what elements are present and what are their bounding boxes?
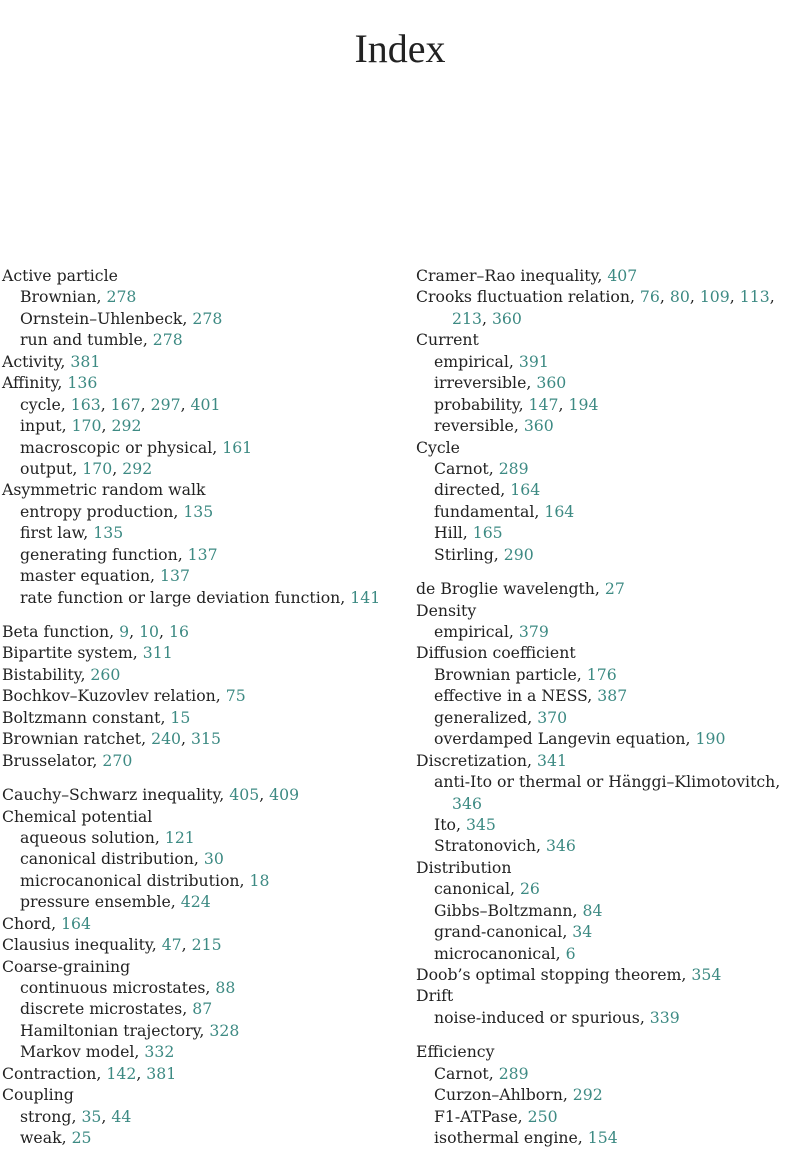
page-reference-link[interactable]: 260 — [90, 664, 121, 684]
index-entry — [2, 956, 397, 977]
page-reference-link[interactable]: 297 — [150, 394, 181, 414]
page-reference-link[interactable]: 164 — [544, 501, 575, 521]
entry-term: Bipartite system — [2, 643, 133, 663]
letter-group-gap — [416, 565, 800, 578]
entry-term: Ito — [434, 814, 456, 834]
entry-term: input — [20, 416, 62, 436]
entry-term: reversible — [434, 416, 514, 436]
index-entry: Bistability, 260 — [2, 664, 121, 684]
entry-term: microcanonical — [434, 943, 556, 963]
entry-term: Affinity — [2, 373, 58, 393]
index-subentry: macroscopic or physical, 161 — [20, 437, 253, 457]
letter-group-gap — [2, 608, 397, 621]
page-reference-link[interactable]: 15 — [170, 707, 191, 727]
index-subentry: overdamped Langevin equation, 190 — [434, 729, 726, 749]
entry-term: Efficiency — [416, 1042, 495, 1062]
page-reference-link[interactable]: 35 — [81, 1106, 102, 1126]
index-subentry: canonical, 26 — [434, 879, 540, 899]
index-subentry: isothermal engine, 154 — [434, 1128, 618, 1148]
page-reference-link[interactable]: 339 — [649, 1007, 680, 1027]
entry-term: Cramer–Rao inequality — [416, 266, 598, 285]
page-reference-link[interactable]: 44 — [111, 1106, 132, 1126]
index-subentry: cycle, 163, 167, 297, 401 — [20, 394, 221, 414]
entry-term: Distribution — [416, 857, 512, 877]
page-reference-link[interactable]: 289 — [498, 1063, 529, 1083]
page-reference-link[interactable]: 30 — [203, 849, 224, 869]
letter-group-gap — [416, 1028, 800, 1041]
index-subentry: master equation, 137 — [20, 566, 190, 586]
page-reference-link[interactable]: 10 — [139, 622, 160, 641]
page-reference-link[interactable]: 292 — [122, 458, 153, 478]
entry-term: rate function or large deviation function — [20, 587, 341, 607]
page-reference-link[interactable]: 381 — [146, 1063, 177, 1083]
entry-term: Bochkov–Kuzovlev relation — [2, 686, 216, 706]
entry-term: Brownian ratchet — [2, 729, 142, 749]
index-entry: Chord, 164 — [2, 913, 92, 933]
index-subentry: aqueous solution, 121 — [20, 827, 195, 847]
page-reference-link[interactable]: 290 — [503, 544, 534, 564]
page-reference-link[interactable]: 76 — [639, 287, 660, 307]
index-subentry: F1-ATPase, 250 — [434, 1106, 558, 1126]
entry-term: Beta function — [2, 622, 110, 641]
page-reference-link[interactable]: 379 — [518, 622, 549, 641]
index-subentry: Curzon–Ahlborn, 292 — [434, 1085, 603, 1105]
index-subentry: anti-Ito or thermal or Hänggi–Klimotovitch, — [434, 772, 781, 792]
page-reference-link[interactable]: 170 — [71, 416, 102, 436]
index-entry — [416, 1041, 800, 1062]
entry-term: Discretization — [416, 750, 528, 770]
index-continuation: 213, 360 — [452, 308, 522, 328]
entry-term: Contraction — [2, 1063, 97, 1083]
page-reference-link[interactable]: 164 — [510, 480, 541, 500]
entry-term: noise-induced or spurious — [434, 1007, 640, 1027]
page-reference-link[interactable]: 135 — [183, 501, 214, 521]
entry-term: canonical distribution — [20, 849, 194, 869]
index-entry: Brownian ratchet, 240, 315 — [2, 729, 221, 749]
index-subentry: Markov model, 332 — [20, 1042, 175, 1062]
index-entry — [2, 1084, 397, 1105]
index-entry — [2, 265, 397, 286]
entry-term: Brusselator — [2, 750, 93, 770]
index-entry: Beta function, 9, 10, 16 — [2, 622, 189, 641]
entry-term: empirical — [434, 351, 509, 371]
entry-term: Brownian — [20, 287, 97, 307]
entry-term: Cauchy–Schwarz inequality — [2, 785, 220, 805]
index-entry — [416, 857, 800, 878]
index-subentry: empirical, 379 — [434, 622, 549, 641]
page-reference-link[interactable]: 278 — [152, 330, 183, 350]
entry-term: Activity — [2, 351, 61, 371]
page-reference-link[interactable]: 142 — [106, 1063, 137, 1083]
index-entry: Affinity, 136 — [2, 373, 98, 393]
page-reference-link[interactable]: 315 — [191, 729, 221, 749]
page-reference-link[interactable]: 409 — [269, 785, 300, 805]
entry-term: Ornstein–Uhlenbeck — [20, 308, 183, 328]
index-entry: Bipartite system, 311 — [2, 643, 173, 663]
index-subentry: Stratonovich, 346 — [434, 836, 576, 856]
page-reference-link[interactable]: 289 — [498, 458, 529, 478]
page-reference-link[interactable]: 147 — [528, 394, 559, 414]
index-subentry: output, 170, 292 — [20, 458, 153, 478]
entry-term: first law — [20, 523, 84, 543]
index-subentry: noise-induced or spurious, 339 — [434, 1007, 680, 1027]
page-title: Index — [354, 25, 446, 71]
index-subentry: probability, 147, 194 — [434, 394, 599, 414]
entry-term: generalized — [434, 707, 528, 727]
entry-term: Doob’s optimal stopping theorem — [416, 965, 682, 984]
page-reference-link[interactable]: 401 — [190, 394, 221, 414]
page-reference-link[interactable]: 311 — [142, 643, 173, 663]
entry-term: F1-ATPase — [434, 1106, 518, 1126]
page-reference-link[interactable]: 213 — [452, 308, 482, 328]
index-subentry: fundamental, 164 — [434, 501, 575, 521]
index-entry — [416, 437, 800, 458]
page-reference-link[interactable]: 6 — [565, 943, 576, 963]
index-entry: Cramer–Rao inequality, 407 — [416, 266, 638, 285]
page-reference-link[interactable]: 154 — [587, 1128, 618, 1148]
index-subentry: Carnot, 289 — [434, 1063, 529, 1083]
index-subentry: discrete microstates, 87 — [20, 999, 213, 1019]
page-reference-link[interactable]: 360 — [523, 416, 554, 436]
page-reference-link[interactable]: 9 — [119, 622, 130, 641]
page-reference-link[interactable]: 26 — [519, 879, 540, 899]
index-entry — [416, 642, 800, 663]
page-reference-link[interactable]: 387 — [597, 686, 628, 706]
index-subentry: generating function, 137 — [20, 544, 218, 564]
entry-term: Crooks fluctuation relation — [416, 287, 630, 307]
entry-term: weak — [20, 1128, 62, 1148]
page-reference-link[interactable]: 135 — [93, 523, 124, 543]
entry-term: Curzon–Ahlborn — [434, 1085, 563, 1105]
entry-term: microcanonical distribution — [20, 870, 240, 890]
index-subentry: microcanonical distribution, 18 — [20, 870, 270, 890]
page-reference-link[interactable]: 167 — [110, 394, 141, 414]
page-reference-link[interactable]: 121 — [164, 827, 195, 847]
page-reference-link[interactable]: 137 — [160, 566, 190, 586]
entry-term: Current — [416, 330, 479, 350]
index-subentry: pressure ensemble, 424 — [20, 892, 211, 912]
entry-term: macroscopic or physical — [20, 437, 213, 457]
entry-term: Density — [416, 600, 477, 620]
entry-term: cycle — [20, 394, 61, 414]
entry-term: output — [20, 458, 73, 478]
entry-term: Hamiltonian trajectory — [20, 1020, 200, 1040]
page-reference-link[interactable]: 136 — [67, 373, 98, 393]
entry-term: master equation — [20, 566, 151, 586]
entry-term: fundamental — [434, 501, 535, 521]
index-entry: Activity, 381 — [2, 351, 101, 371]
index-subentry: run and tumble, 278 — [20, 330, 183, 350]
index-subentry: first law, 135 — [20, 523, 124, 543]
entry-term: anti-Ito or thermal or Hänggi–Klimotovitch — [434, 772, 776, 792]
index-subentry: microcanonical, 6 — [434, 943, 576, 963]
entry-term: Carnot — [434, 458, 489, 478]
entry-term: aqueous solution — [20, 827, 155, 847]
entry-term: canonical — [434, 879, 510, 899]
page-reference-link[interactable]: 84 — [582, 900, 603, 920]
entry-term: pressure ensemble — [20, 892, 171, 912]
page-reference-link[interactable]: 164 — [61, 913, 92, 933]
page-reference-link[interactable]: 25 — [71, 1128, 92, 1148]
page-reference-link[interactable]: 278 — [106, 287, 137, 307]
index-entry: Discretization, 341 — [416, 750, 567, 770]
entry-term: empirical — [434, 622, 509, 641]
entry-term: effective in a NESS — [434, 686, 588, 706]
entry-term: generating function — [20, 544, 178, 564]
entry-term: Drift — [416, 986, 454, 1006]
index-subentry: grand-canonical, 34 — [434, 922, 593, 942]
entry-term: irreversible — [434, 373, 527, 393]
page-reference-link[interactable]: 346 — [545, 836, 576, 856]
page-reference-link[interactable]: 75 — [225, 686, 246, 706]
index-entry: Clausius inequality, 47, 215 — [2, 935, 222, 955]
index-subentry: Ito, 345 — [434, 814, 496, 834]
page-reference-link[interactable]: 370 — [537, 707, 568, 727]
page-reference-link[interactable]: 405 — [229, 785, 260, 805]
index-subentry: Ornstein–Uhlenbeck, 278 — [20, 308, 223, 328]
page-reference-link[interactable]: 328 — [209, 1020, 240, 1040]
entry-term: probability — [434, 394, 519, 414]
entry-term: Brownian particle — [434, 664, 577, 684]
page-reference-link[interactable]: 109 — [699, 287, 730, 307]
page-reference-link[interactable]: 354 — [691, 965, 722, 984]
index-entry: Contraction, 142, 381 — [2, 1063, 177, 1083]
index-entry — [2, 479, 397, 500]
page-reference-link[interactable]: 215 — [191, 935, 222, 955]
page-reference-link[interactable]: 137 — [187, 544, 218, 564]
entry-term: continuous microstates — [20, 978, 206, 997]
page-reference-link[interactable]: 250 — [527, 1106, 558, 1126]
index-subentry: input, 170, 292 — [20, 416, 142, 436]
page-reference-link[interactable]: 161 — [222, 437, 253, 457]
entry-term: Active particle — [2, 266, 118, 285]
index-subentry: strong, 35, 44 — [20, 1106, 132, 1126]
index-subentry: canonical distribution, 30 — [20, 849, 224, 869]
index-subentry: reversible, 360 — [434, 416, 554, 436]
page-reference-link[interactable]: 360 — [491, 308, 522, 328]
page-reference-link[interactable]: 278 — [192, 308, 223, 328]
index-subentry: Carnot, 289 — [434, 458, 529, 478]
entry-term: Asymmetric random walk — [2, 480, 206, 500]
page-reference-link[interactable]: 381 — [70, 351, 101, 371]
page-reference-link[interactable]: 163 — [70, 394, 101, 414]
entry-term: Markov model — [20, 1042, 135, 1062]
index-entry — [416, 329, 800, 350]
index-entry: de Broglie wavelength, 27 — [416, 579, 625, 599]
index-subentry: empirical, 391 — [434, 351, 549, 371]
entry-term: Clausius inequality — [2, 935, 152, 955]
entry-term: strong — [20, 1106, 72, 1126]
page-reference-link[interactable]: 170 — [82, 458, 113, 478]
index-subentry: weak, 25 — [20, 1128, 92, 1148]
page-reference-link[interactable]: 190 — [695, 729, 726, 749]
page-reference-link[interactable]: 194 — [568, 394, 599, 414]
entry-term: Cycle — [416, 437, 460, 457]
index-entry: Boltzmann constant, 15 — [2, 707, 191, 727]
page-reference-link[interactable]: 270 — [102, 750, 133, 770]
index-subentry: rate function or large deviation function, 141 — [20, 587, 381, 607]
index-subentry: irreversible, 360 — [434, 373, 567, 393]
entry-term: Chord — [2, 913, 52, 933]
index-subentry: Hamiltonian trajectory, 328 — [20, 1020, 240, 1040]
entry-term: Stratonovich — [434, 836, 536, 856]
index-subentry: Gibbs–Boltzmann, 84 — [434, 900, 603, 920]
letter-group-gap — [2, 771, 397, 784]
index-entry — [2, 806, 397, 827]
page-reference-link[interactable]: 360 — [536, 373, 567, 393]
index-entry: Bochkov–Kuzovlev relation, 75 — [2, 686, 246, 706]
entry-term: Boltzmann constant — [2, 707, 161, 727]
entry-term: overdamped Langevin equation — [434, 729, 686, 749]
index-entry: Brusselator, 270 — [2, 750, 133, 770]
page-reference-link[interactable]: 88 — [215, 978, 236, 997]
page-reference-link[interactable]: 424 — [180, 892, 211, 912]
page-reference-link[interactable]: 176 — [586, 664, 617, 684]
index-subentry: directed, 164 — [434, 480, 541, 500]
page-reference-link[interactable]: 141 — [350, 587, 381, 607]
entry-term: Coarse-graining — [2, 956, 131, 976]
page-reference-link[interactable]: 346 — [452, 793, 482, 813]
page-reference-link[interactable]: 391 — [518, 351, 549, 371]
entry-term: de Broglie wavelength — [416, 579, 595, 599]
entry-term: Bistability — [2, 664, 81, 684]
entry-term: isothermal engine — [434, 1128, 578, 1148]
index-entry: Cauchy–Schwarz inequality, 405, 409 — [2, 785, 300, 805]
entry-term: run and tumble — [20, 330, 143, 350]
index-subentry: Brownian particle, 176 — [434, 664, 617, 684]
entry-term: Stirling — [434, 544, 494, 564]
page-reference-link[interactable]: 292 — [572, 1085, 603, 1105]
entry-term: discrete microstates — [20, 999, 183, 1019]
index-subentry: entropy production, 135 — [20, 501, 214, 521]
entry-term: Gibbs–Boltzmann — [434, 900, 573, 920]
entry-term: Diffusion coefficient — [416, 643, 576, 663]
entry-term: Chemical potential — [2, 806, 153, 826]
page-reference-link[interactable]: 345 — [465, 814, 496, 834]
page-reference-link[interactable]: 165 — [472, 523, 503, 543]
page-reference-link[interactable]: 27 — [604, 579, 625, 599]
index-entry: Doob’s optimal stopping theorem, 354 — [416, 965, 722, 984]
index-subentry: generalized, 370 — [434, 707, 568, 727]
page-reference-link[interactable]: 292 — [111, 416, 142, 436]
page-reference-link[interactable]: 18 — [249, 870, 270, 890]
page-reference-link[interactable]: 407 — [607, 266, 638, 285]
index-subentry: Brownian, 278 — [20, 287, 137, 307]
entry-term: Coupling — [2, 1085, 74, 1105]
page-reference-link[interactable]: 240 — [151, 729, 182, 749]
page-reference-link[interactable]: 341 — [537, 750, 567, 770]
index-subentry: effective in a NESS, 387 — [434, 686, 628, 706]
entry-term: directed — [434, 480, 501, 500]
entry-term: grand-canonical — [434, 922, 563, 942]
page-reference-link[interactable]: 113 — [739, 287, 770, 307]
page-reference-link[interactable]: 34 — [572, 922, 593, 942]
entry-term: Hill — [434, 523, 463, 543]
index-subentry: Hill, 165 — [434, 523, 503, 543]
page-reference-link[interactable]: 80 — [669, 287, 690, 307]
index-column-left — [2, 265, 397, 1149]
page-reference-link[interactable]: 47 — [161, 935, 182, 955]
entry-term: Carnot — [434, 1063, 489, 1083]
index-entry — [416, 985, 800, 1006]
page-reference-link[interactable]: 87 — [192, 999, 213, 1019]
index-subentry: Stirling, 290 — [434, 544, 534, 564]
page-reference-link[interactable]: 332 — [144, 1042, 175, 1062]
index-column-right — [416, 265, 800, 1149]
page-reference-link[interactable]: 16 — [169, 622, 189, 641]
index-entry: Crooks fluctuation relation, 76, 80, 109, 113, — [416, 287, 775, 307]
index-subentry: continuous microstates, 88 — [20, 978, 236, 997]
index-entry — [416, 600, 800, 621]
entry-term: entropy production — [20, 501, 174, 521]
index-continuation — [416, 793, 800, 814]
